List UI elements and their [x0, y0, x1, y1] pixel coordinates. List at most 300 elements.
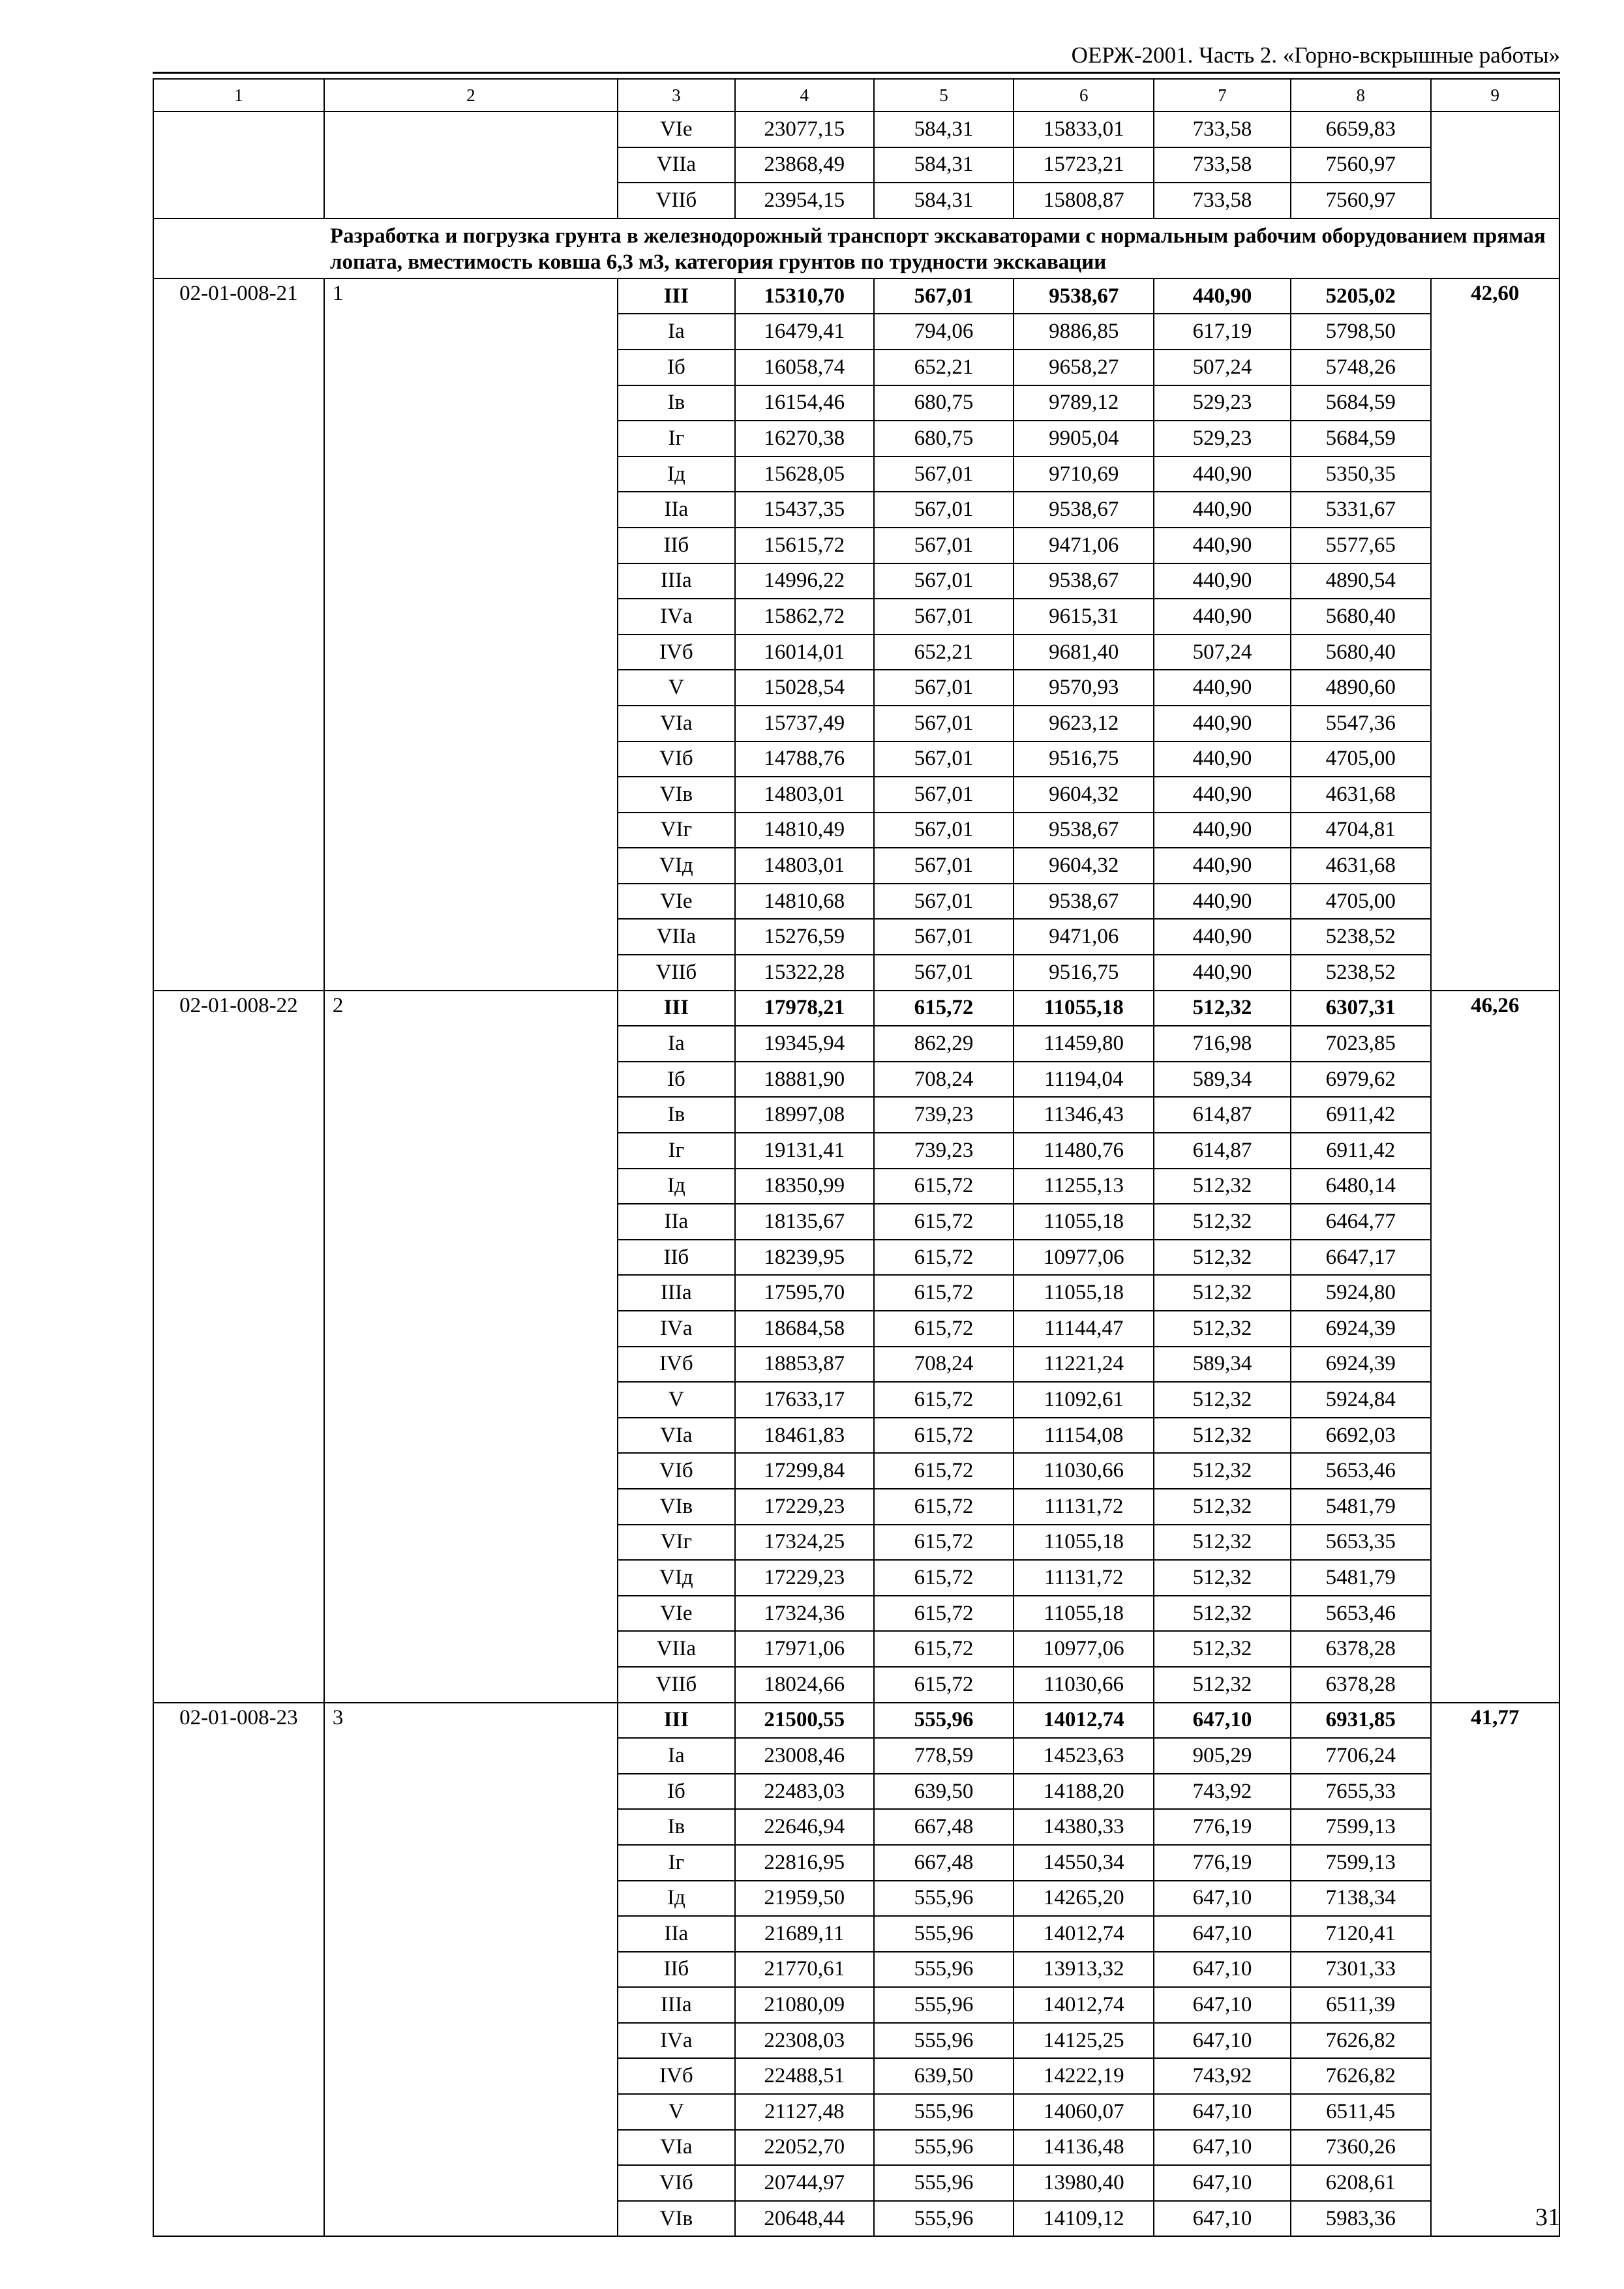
value-cell: 14012,74 [1014, 1987, 1154, 2023]
value-cell: 440,90 [1154, 919, 1291, 955]
value-cell: 555,96 [874, 2130, 1014, 2166]
soil-category-cell: Iг [618, 1133, 735, 1169]
value-cell: 6647,17 [1291, 1240, 1431, 1276]
value-cell: 6692,03 [1291, 1418, 1431, 1454]
value-cell: 23008,46 [735, 1738, 874, 1774]
value-cell: 567,01 [874, 706, 1014, 741]
value-cell: 739,23 [874, 1097, 1014, 1133]
value-cell: 18881,90 [735, 1062, 874, 1098]
table-row [153, 278, 1559, 314]
value-cell: 567,01 [874, 456, 1014, 492]
column-number-row [153, 79, 1559, 112]
value-cell: 15833,01 [1014, 112, 1154, 147]
column-number-cell: 6 [1014, 79, 1154, 112]
value-cell: 14788,76 [735, 741, 874, 777]
value-cell: 21080,09 [735, 1987, 874, 2023]
value-cell: 21500,55 [735, 1703, 874, 1739]
value-cell: 512,32 [1154, 1525, 1291, 1561]
value-cell: 512,32 [1154, 1489, 1291, 1525]
column-number-cell: 9 [1431, 79, 1559, 112]
soil-category-cell: Iд [618, 1169, 735, 1204]
value-cell: 647,10 [1154, 2165, 1291, 2201]
value-cell: 555,96 [874, 2094, 1014, 2130]
value-cell: 17229,23 [735, 1489, 874, 1525]
running-header: ОЕРЖ-2001. Часть 2. «Горно-вскрышные работы» [1071, 42, 1560, 68]
value-cell: 9886,85 [1014, 314, 1154, 350]
value-cell: 9570,93 [1014, 670, 1154, 706]
value-cell: 647,10 [1154, 1881, 1291, 1917]
value-cell: 11055,18 [1014, 1204, 1154, 1240]
value-cell: 440,90 [1154, 813, 1291, 848]
value-cell: 615,72 [874, 1631, 1014, 1667]
soil-category-cell: IIб [618, 528, 735, 563]
value-cell: 11131,72 [1014, 1489, 1154, 1525]
value-cell: 17324,36 [735, 1596, 874, 1632]
value-cell: 5680,40 [1291, 635, 1431, 670]
value-cell: 11346,43 [1014, 1097, 1154, 1133]
value-cell: 22646,94 [735, 1809, 874, 1845]
value-cell: 9516,75 [1014, 955, 1154, 991]
item-number-cell: 2 [324, 991, 618, 1703]
soil-category-cell: VIб [618, 2165, 735, 2201]
value-cell: 652,21 [874, 350, 1014, 385]
value-cell: 776,19 [1154, 1845, 1291, 1881]
value-cell: 440,90 [1154, 777, 1291, 813]
value-cell: 743,92 [1154, 2058, 1291, 2094]
value-cell: 6511,39 [1291, 1987, 1431, 2023]
value-cell: 4705,00 [1291, 884, 1431, 920]
value-cell: 567,01 [874, 848, 1014, 884]
value-cell: 5924,80 [1291, 1275, 1431, 1311]
value-cell: 567,01 [874, 528, 1014, 563]
value-cell: 15808,87 [1014, 183, 1154, 218]
value-cell: 14125,25 [1014, 2023, 1154, 2059]
value-cell: 647,10 [1154, 2023, 1291, 2059]
value-cell: 6924,39 [1291, 1347, 1431, 1383]
value-cell: 10977,06 [1014, 1631, 1154, 1667]
value-cell: 5481,79 [1291, 1560, 1431, 1596]
soil-category-cell: Iд [618, 1881, 735, 1917]
soil-category-cell: IIIа [618, 563, 735, 599]
value-cell: 17229,23 [735, 1560, 874, 1596]
value-cell: 21689,11 [735, 1916, 874, 1952]
value-cell: 567,01 [874, 278, 1014, 314]
value-cell: 7560,97 [1291, 147, 1431, 183]
value-cell: 512,32 [1154, 1169, 1291, 1204]
soil-category-cell: VIIб [618, 183, 735, 218]
soil-category-cell: Iа [618, 1026, 735, 1062]
value-cell: 4631,68 [1291, 777, 1431, 813]
column-number-cell: 2 [324, 79, 618, 112]
value-cell: 4705,00 [1291, 741, 1431, 777]
value-cell: 567,01 [874, 884, 1014, 920]
value-cell: 862,29 [874, 1026, 1014, 1062]
value-cell: 11144,47 [1014, 1311, 1154, 1347]
soil-category-cell: VIб [618, 741, 735, 777]
value-cell: 22052,70 [735, 2130, 874, 2166]
value-cell: 9615,31 [1014, 599, 1154, 635]
value-cell: 22816,95 [735, 1845, 874, 1881]
header-rule [153, 72, 1560, 74]
value-cell: 7560,97 [1291, 183, 1431, 218]
value-cell: 615,72 [874, 1525, 1014, 1561]
value-cell: 440,90 [1154, 278, 1291, 314]
soil-category-cell: VIе [618, 112, 735, 147]
value-cell: 11030,66 [1014, 1453, 1154, 1489]
value-cell: 9658,27 [1014, 350, 1154, 385]
value-cell: 5653,46 [1291, 1596, 1431, 1632]
value-cell: 905,29 [1154, 1738, 1291, 1774]
value-cell: 19345,94 [735, 1026, 874, 1062]
value-cell: 9681,40 [1014, 635, 1154, 670]
value-cell: 7360,26 [1291, 2130, 1431, 2166]
value-cell: 555,96 [874, 1952, 1014, 1988]
value-cell: 615,72 [874, 1489, 1014, 1525]
value-cell: 22488,51 [735, 2058, 874, 2094]
code-cell [153, 112, 324, 218]
price-table [153, 78, 1560, 2237]
value-cell: 584,31 [874, 112, 1014, 147]
value-cell: 708,24 [874, 1347, 1014, 1383]
value-cell: 14188,20 [1014, 1774, 1154, 1810]
soil-category-cell: Iв [618, 1809, 735, 1845]
soil-category-cell: VIе [618, 1596, 735, 1632]
value-cell: 11055,18 [1014, 1525, 1154, 1561]
value-cell: 14803,01 [735, 777, 874, 813]
value-cell: 18350,99 [735, 1169, 874, 1204]
section-title: Разработка и погрузка грунта в железнодорожный транспорт экскаваторами с нормальным рабочим оборудованием прямая лопата, вместимость ковша 6,3 м3, категория грунтов по трудности экскавации [153, 218, 1559, 278]
rate-code-cell: 02-01-008-21 [153, 278, 324, 991]
value-cell: 14060,07 [1014, 2094, 1154, 2130]
value-cell: 5481,79 [1291, 1489, 1431, 1525]
value-cell: 667,48 [874, 1845, 1014, 1881]
value-cell: 11030,66 [1014, 1667, 1154, 1703]
value-cell: 615,72 [874, 1311, 1014, 1347]
value-cell: 680,75 [874, 421, 1014, 456]
price-cell: 46,26 [1431, 991, 1559, 1703]
value-cell: 4631,68 [1291, 848, 1431, 884]
soil-category-cell: IVа [618, 599, 735, 635]
value-cell: 529,23 [1154, 385, 1291, 421]
value-cell: 743,92 [1154, 1774, 1291, 1810]
item-number-cell: 1 [324, 278, 618, 991]
value-cell: 6911,42 [1291, 1133, 1431, 1169]
value-cell: 647,10 [1154, 1952, 1291, 1988]
value-cell: 5653,46 [1291, 1453, 1431, 1489]
value-cell: 584,31 [874, 147, 1014, 183]
value-cell: 7655,33 [1291, 1774, 1431, 1810]
soil-category-cell: Iв [618, 385, 735, 421]
value-cell: 7599,13 [1291, 1809, 1431, 1845]
page-number: 31 [1535, 2204, 1560, 2231]
value-cell: 9789,12 [1014, 385, 1154, 421]
value-cell: 9710,69 [1014, 456, 1154, 492]
soil-category-cell: IVб [618, 635, 735, 670]
value-cell: 22483,03 [735, 1774, 874, 1810]
value-cell: 14803,01 [735, 848, 874, 884]
value-cell: 507,24 [1154, 350, 1291, 385]
value-cell: 794,06 [874, 314, 1014, 350]
soil-category-cell: IVб [618, 2058, 735, 2094]
value-cell: 14380,33 [1014, 1809, 1154, 1845]
soil-category-cell: V [618, 1382, 735, 1418]
column-number-cell: 8 [1291, 79, 1431, 112]
value-cell: 14523,63 [1014, 1738, 1154, 1774]
value-cell: 17299,84 [735, 1453, 874, 1489]
value-cell: 5331,67 [1291, 492, 1431, 528]
value-cell: 11154,08 [1014, 1418, 1154, 1454]
value-cell: 16154,46 [735, 385, 874, 421]
value-cell: 555,96 [874, 1703, 1014, 1739]
value-cell: 615,72 [874, 1667, 1014, 1703]
value-cell: 512,32 [1154, 1560, 1291, 1596]
soil-category-cell: VIб [618, 1453, 735, 1489]
value-cell: 615,72 [874, 1453, 1014, 1489]
value-cell: 512,32 [1154, 1631, 1291, 1667]
value-cell: 716,98 [1154, 1026, 1291, 1062]
value-cell: 16014,01 [735, 635, 874, 670]
value-cell: 567,01 [874, 919, 1014, 955]
value-cell: 11131,72 [1014, 1560, 1154, 1596]
value-cell: 23077,15 [735, 112, 874, 147]
value-cell: 567,01 [874, 563, 1014, 599]
soil-category-cell: Iб [618, 1774, 735, 1810]
value-cell: 567,01 [874, 955, 1014, 991]
value-cell: 6208,61 [1291, 2165, 1431, 2201]
soil-category-cell: VIв [618, 1489, 735, 1525]
value-cell: 615,72 [874, 1275, 1014, 1311]
soil-category-cell: III [618, 1703, 735, 1739]
value-cell: 6378,28 [1291, 1667, 1431, 1703]
soil-category-cell: IVб [618, 1347, 735, 1383]
soil-category-cell: VIа [618, 2130, 735, 2166]
item-number-cell: 3 [324, 1703, 618, 2237]
value-cell: 15737,49 [735, 706, 874, 741]
value-cell: 440,90 [1154, 492, 1291, 528]
value-cell: 15028,54 [735, 670, 874, 706]
value-cell: 639,50 [874, 1774, 1014, 1810]
value-cell: 15862,72 [735, 599, 874, 635]
soil-category-cell: Iа [618, 1738, 735, 1774]
value-cell: 555,96 [874, 2201, 1014, 2237]
value-cell: 20648,44 [735, 2201, 874, 2237]
value-cell: 14109,12 [1014, 2201, 1154, 2237]
value-cell: 20744,97 [735, 2165, 874, 2201]
value-cell: 555,96 [874, 2165, 1014, 2201]
value-cell: 733,58 [1154, 183, 1291, 218]
value-cell: 5684,59 [1291, 421, 1431, 456]
value-cell: 11459,80 [1014, 1026, 1154, 1062]
soil-category-cell: Iд [618, 456, 735, 492]
value-cell: 9538,67 [1014, 813, 1154, 848]
value-cell: 17978,21 [735, 991, 874, 1026]
value-cell: 5238,52 [1291, 955, 1431, 991]
value-cell: 615,72 [874, 1169, 1014, 1204]
value-cell: 11055,18 [1014, 1596, 1154, 1632]
value-cell: 5798,50 [1291, 314, 1431, 350]
value-cell: 11255,13 [1014, 1169, 1154, 1204]
value-cell: 23868,49 [735, 147, 874, 183]
soil-category-cell: VIд [618, 848, 735, 884]
value-cell: 18997,08 [735, 1097, 874, 1133]
soil-category-cell: VIIа [618, 919, 735, 955]
soil-category-cell: IVа [618, 1311, 735, 1347]
value-cell: 5684,59 [1291, 385, 1431, 421]
column-number-cell: 5 [874, 79, 1014, 112]
soil-category-cell: VIа [618, 1418, 735, 1454]
value-cell: 440,90 [1154, 741, 1291, 777]
value-cell: 9623,12 [1014, 706, 1154, 741]
value-cell: 16058,74 [735, 350, 874, 385]
value-cell: 567,01 [874, 777, 1014, 813]
value-cell: 21959,50 [735, 1881, 874, 1917]
value-cell: 440,90 [1154, 563, 1291, 599]
value-cell: 647,10 [1154, 1916, 1291, 1952]
soil-category-cell: Iг [618, 421, 735, 456]
value-cell: 617,19 [1154, 314, 1291, 350]
section-title-row [153, 218, 1559, 278]
value-cell: 5653,35 [1291, 1525, 1431, 1561]
value-cell: 19131,41 [735, 1133, 874, 1169]
value-cell: 9471,06 [1014, 919, 1154, 955]
value-cell: 440,90 [1154, 599, 1291, 635]
value-cell: 7138,34 [1291, 1881, 1431, 1917]
value-cell: 6659,83 [1291, 112, 1431, 147]
value-cell: 18684,58 [735, 1311, 874, 1347]
value-cell: 739,23 [874, 1133, 1014, 1169]
rate-code-cell: 02-01-008-23 [153, 1703, 324, 2237]
value-cell: 5350,35 [1291, 456, 1431, 492]
column-number-cell: 4 [735, 79, 874, 112]
value-cell: 512,32 [1154, 991, 1291, 1026]
value-cell: 21770,61 [735, 1952, 874, 1988]
value-cell: 9538,67 [1014, 278, 1154, 314]
value-cell: 17595,70 [735, 1275, 874, 1311]
column-number-cell: 7 [1154, 79, 1291, 112]
soil-category-cell: Iа [618, 314, 735, 350]
value-cell: 7626,82 [1291, 2023, 1431, 2059]
value-cell: 512,32 [1154, 1311, 1291, 1347]
value-cell: 614,87 [1154, 1133, 1291, 1169]
value-cell: 14012,74 [1014, 1916, 1154, 1952]
value-cell: 512,32 [1154, 1275, 1291, 1311]
value-cell: 647,10 [1154, 2130, 1291, 2166]
value-cell: 16270,38 [735, 421, 874, 456]
soil-category-cell: Iв [618, 1097, 735, 1133]
value-cell: 6931,85 [1291, 1703, 1431, 1739]
soil-category-cell: VIIа [618, 1631, 735, 1667]
value-cell: 615,72 [874, 1382, 1014, 1418]
soil-category-cell: III [618, 991, 735, 1026]
value-cell: 15310,70 [735, 278, 874, 314]
value-cell: 23954,15 [735, 183, 874, 218]
soil-category-cell: VIIа [618, 147, 735, 183]
value-cell: 512,32 [1154, 1453, 1291, 1489]
value-cell: 11092,61 [1014, 1382, 1154, 1418]
value-cell: 18239,95 [735, 1240, 874, 1276]
soil-category-cell: VIIб [618, 1667, 735, 1703]
value-cell: 6511,45 [1291, 2094, 1431, 2130]
price-cell [1431, 112, 1559, 218]
value-cell: 567,01 [874, 813, 1014, 848]
value-cell: 6378,28 [1291, 1631, 1431, 1667]
value-cell: 15615,72 [735, 528, 874, 563]
value-cell: 507,24 [1154, 635, 1291, 670]
value-cell: 7626,82 [1291, 2058, 1431, 2094]
value-cell: 18024,66 [735, 1667, 874, 1703]
value-cell: 6307,31 [1291, 991, 1431, 1026]
value-cell: 18461,83 [735, 1418, 874, 1454]
value-cell: 5983,36 [1291, 2201, 1431, 2237]
soil-category-cell: VIв [618, 2201, 735, 2237]
value-cell: 15628,05 [735, 456, 874, 492]
value-cell: 667,48 [874, 1809, 1014, 1845]
soil-category-cell: Iб [618, 1062, 735, 1098]
value-cell: 14265,20 [1014, 1881, 1154, 1917]
table-row [153, 112, 1559, 147]
value-cell: 680,75 [874, 385, 1014, 421]
value-cell: 17633,17 [735, 1382, 874, 1418]
value-cell: 14810,49 [735, 813, 874, 848]
value-cell: 11194,04 [1014, 1062, 1154, 1098]
soil-category-cell: IVа [618, 2023, 735, 2059]
value-cell: 15437,35 [735, 492, 874, 528]
value-cell: 11055,18 [1014, 991, 1154, 1026]
value-cell: 647,10 [1154, 1703, 1291, 1739]
value-cell: 555,96 [874, 1916, 1014, 1952]
value-cell: 440,90 [1154, 848, 1291, 884]
column-number-cell: 3 [618, 79, 735, 112]
value-cell: 778,59 [874, 1738, 1014, 1774]
value-cell: 652,21 [874, 635, 1014, 670]
value-cell: 14136,48 [1014, 2130, 1154, 2166]
value-cell: 5924,84 [1291, 1382, 1431, 1418]
value-cell: 17971,06 [735, 1631, 874, 1667]
soil-category-cell: V [618, 670, 735, 706]
value-cell: 10977,06 [1014, 1240, 1154, 1276]
value-cell: 7023,85 [1291, 1026, 1431, 1062]
value-cell: 512,32 [1154, 1204, 1291, 1240]
value-cell: 512,32 [1154, 1418, 1291, 1454]
soil-category-cell: VIг [618, 1525, 735, 1561]
value-cell: 555,96 [874, 1881, 1014, 1917]
value-cell: 615,72 [874, 1560, 1014, 1596]
value-cell: 4890,54 [1291, 563, 1431, 599]
soil-category-cell: IIб [618, 1952, 735, 1988]
value-cell: 639,50 [874, 2058, 1014, 2094]
value-cell: 15723,21 [1014, 147, 1154, 183]
value-cell: 6480,14 [1291, 1169, 1431, 1204]
value-cell: 5680,40 [1291, 599, 1431, 635]
value-cell: 14996,22 [735, 563, 874, 599]
value-cell: 5577,65 [1291, 528, 1431, 563]
value-cell: 6924,39 [1291, 1311, 1431, 1347]
value-cell: 733,58 [1154, 112, 1291, 147]
value-cell: 7706,24 [1291, 1738, 1431, 1774]
value-cell: 567,01 [874, 599, 1014, 635]
value-cell: 7599,13 [1291, 1845, 1431, 1881]
value-cell: 6464,77 [1291, 1204, 1431, 1240]
value-cell: 9538,67 [1014, 884, 1154, 920]
table-row [153, 1703, 1559, 1739]
value-cell: 567,01 [874, 492, 1014, 528]
value-cell: 14810,68 [735, 884, 874, 920]
value-cell: 440,90 [1154, 884, 1291, 920]
soil-category-cell: III [618, 278, 735, 314]
value-cell: 512,32 [1154, 1596, 1291, 1632]
value-cell: 615,72 [874, 1240, 1014, 1276]
value-cell: 22308,03 [735, 2023, 874, 2059]
